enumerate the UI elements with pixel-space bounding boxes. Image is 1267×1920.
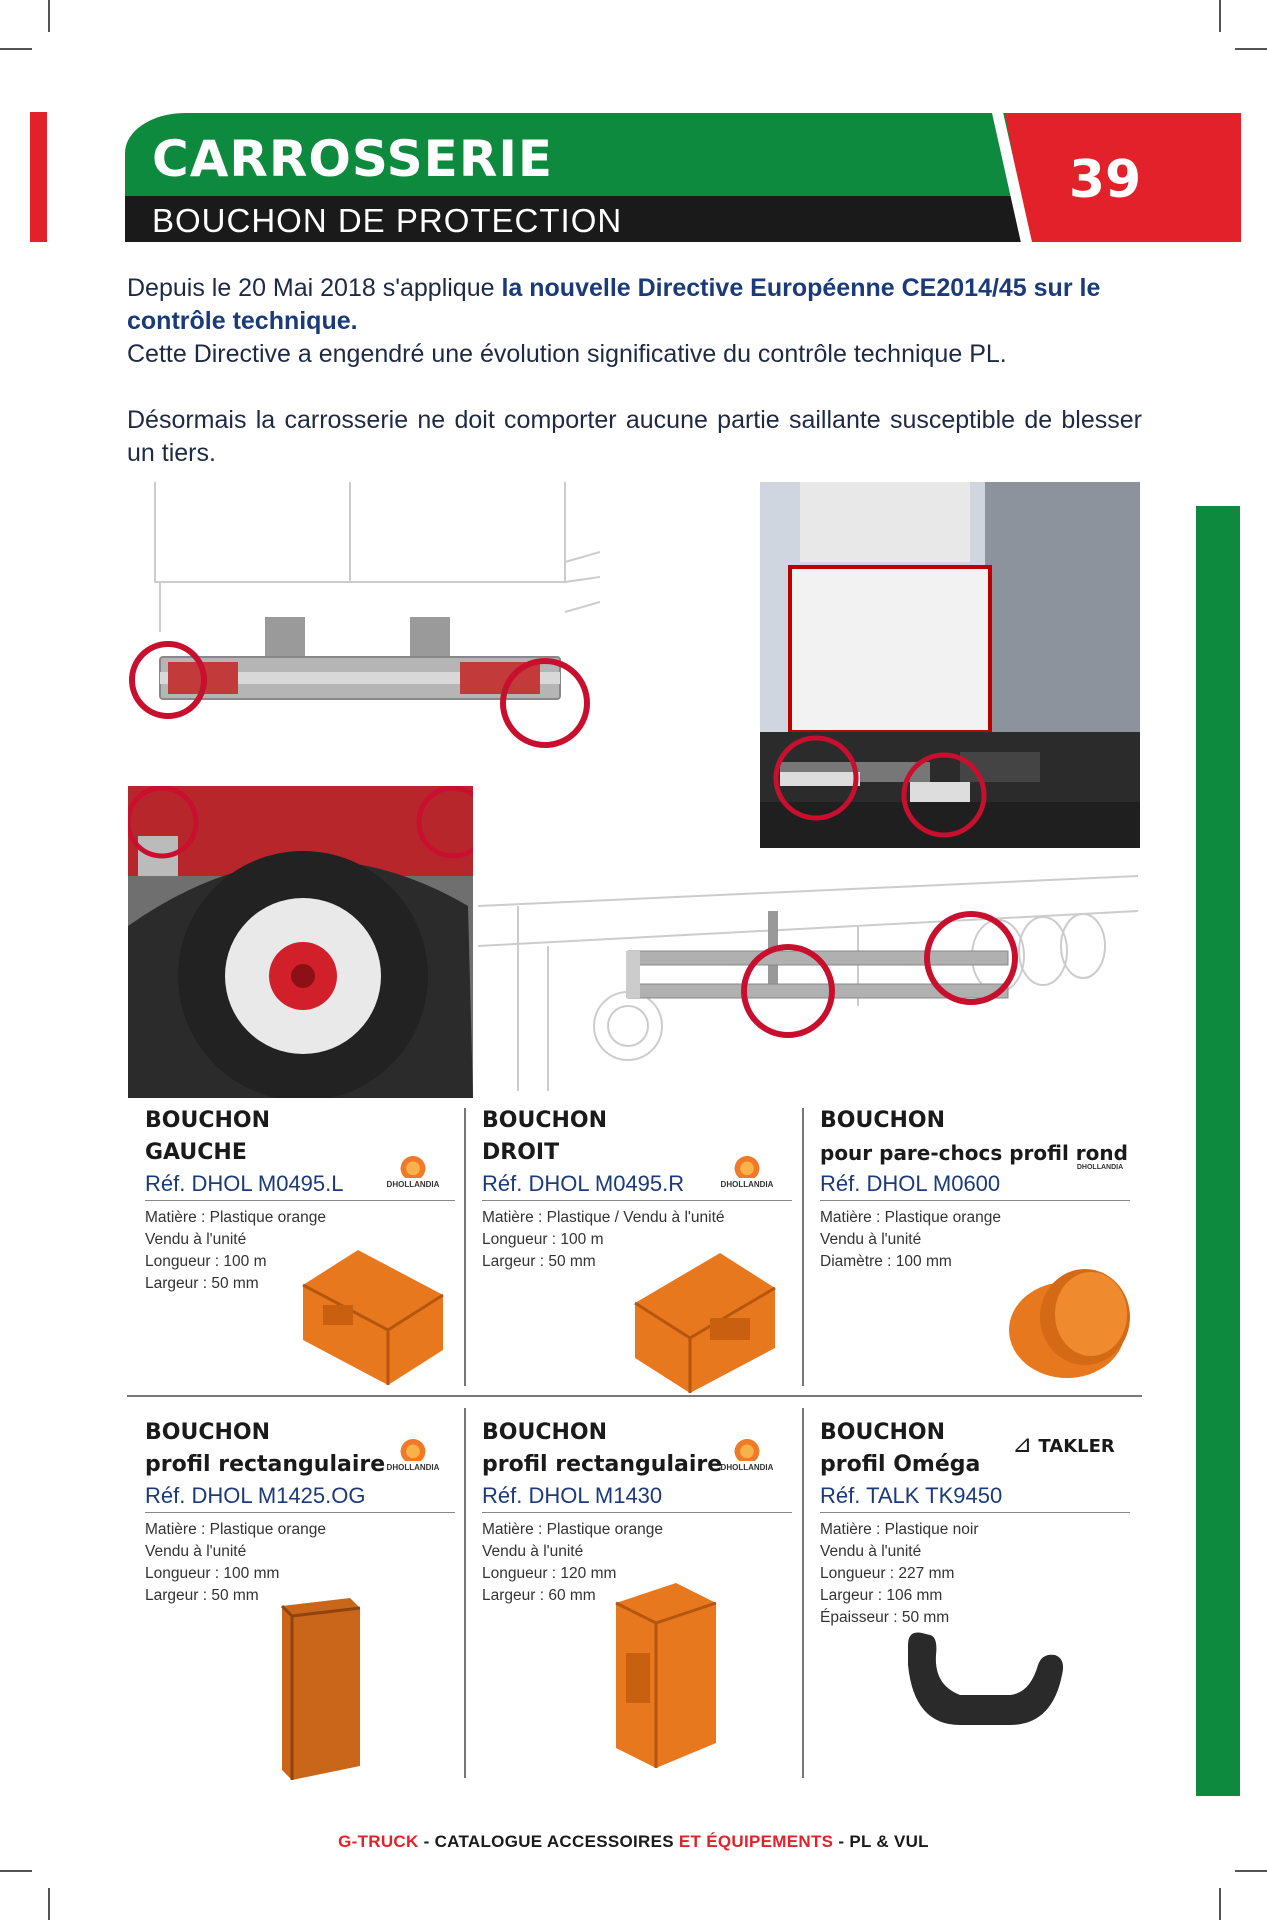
spec-line: Vendu à l'unité bbox=[820, 1231, 922, 1248]
product-image-right-cap bbox=[630, 1248, 780, 1393]
spec-line: Largeur : 50 mm bbox=[482, 1253, 596, 1270]
page-number: 39 bbox=[1068, 150, 1142, 210]
product-name: BOUCHON bbox=[482, 1420, 608, 1445]
spec-line: Épaisseur : 50 mm bbox=[820, 1609, 950, 1626]
crop-mark bbox=[1235, 48, 1267, 50]
crop-mark bbox=[1219, 0, 1221, 32]
product-name: BOUCHON bbox=[820, 1420, 946, 1445]
product-ref: Réf. DHOL M0600 bbox=[820, 1171, 1130, 1201]
page-footer bbox=[0, 1832, 1267, 1852]
spec-line: Longueur : 120 mm bbox=[482, 1565, 617, 1582]
product-image-round-cap bbox=[1005, 1262, 1140, 1382]
product-ref: Réf. TALK TK9450 bbox=[820, 1483, 1130, 1513]
grid-divider bbox=[464, 1108, 466, 1386]
bumper-illustration bbox=[120, 482, 600, 772]
product-image-omega-cap bbox=[900, 1625, 1070, 1735]
takler-logo: ⊿ TAKLER bbox=[1012, 1430, 1115, 1458]
spec-line: Matière : Plastique / Vendu à l'unité bbox=[482, 1209, 725, 1226]
crop-mark bbox=[48, 1888, 50, 1920]
spec-line: Matière : Plastique orange bbox=[145, 1209, 326, 1226]
spec-line: Largeur : 60 mm bbox=[482, 1587, 596, 1604]
truck-rear-photo bbox=[760, 482, 1140, 848]
spec-line: Vendu à l'unité bbox=[820, 1543, 922, 1560]
spec-line: Vendu à l'unité bbox=[482, 1543, 584, 1560]
product-subname: GAUCHE bbox=[145, 1140, 247, 1165]
product-image-rect-cap-1 bbox=[272, 1598, 362, 1780]
footer-separator: - bbox=[418, 1832, 435, 1851]
product-name: BOUCHON bbox=[145, 1108, 271, 1133]
product-subname: pour pare-chocs profil rond bbox=[820, 1141, 1128, 1165]
spec-line: Matière : Plastique orange bbox=[482, 1521, 663, 1538]
intro-text bbox=[127, 272, 1142, 470]
intro-paragraph-3: Désormais la carrosserie ne doit comporter aucune partie saillante susceptible de blesser un tiers. bbox=[127, 406, 1142, 467]
section-title: CARROSSERIE bbox=[152, 130, 554, 188]
product-subname: DROIT bbox=[482, 1140, 560, 1165]
product-subname: profil rectangulaire bbox=[482, 1452, 723, 1477]
spec-line: Longueur : 100 m bbox=[482, 1231, 604, 1248]
spec-line: Longueur : 100 mm bbox=[145, 1565, 280, 1582]
spec-line: Largeur : 50 mm bbox=[145, 1275, 259, 1292]
side-green-bar bbox=[1196, 506, 1240, 1796]
side-protection-illustration bbox=[478, 866, 1138, 1091]
spec-line: Matière : Plastique orange bbox=[145, 1521, 326, 1538]
product-ref: Réf. DHOL M1430 bbox=[482, 1483, 792, 1513]
product-specs bbox=[820, 1519, 1130, 1629]
crop-mark bbox=[48, 0, 50, 32]
product-name: BOUCHON bbox=[482, 1108, 608, 1133]
spec-line: Matière : Plastique orange bbox=[820, 1209, 1001, 1226]
spec-line: Vendu à l'unité bbox=[145, 1543, 247, 1560]
product-image-left-cap bbox=[298, 1245, 448, 1385]
product-name: BOUCHON bbox=[820, 1108, 946, 1133]
spacer bbox=[127, 371, 1142, 404]
spec-line: Largeur : 106 mm bbox=[820, 1587, 943, 1604]
intro-paragraph-2: Cette Directive a engendré une évolution significative du contrôle technique PL. bbox=[127, 340, 1007, 368]
product-name: BOUCHON bbox=[145, 1420, 271, 1445]
dhollandia-logo: DHOLLANDIA bbox=[378, 1154, 448, 1189]
spec-line: Longueur : 227 mm bbox=[820, 1565, 955, 1582]
spec-line: Largeur : 50 mm bbox=[145, 1587, 259, 1604]
grid-divider bbox=[127, 1395, 1142, 1397]
product-specs bbox=[145, 1519, 455, 1607]
wheel-mudguard-photo bbox=[128, 786, 473, 1098]
footer-separator: - bbox=[833, 1832, 850, 1851]
dhollandia-logo: DHOLLANDIA bbox=[712, 1437, 782, 1472]
dhollandia-logo: DHOLLANDIA bbox=[712, 1154, 782, 1189]
dhollandia-logo: DHOLLANDIA bbox=[378, 1437, 448, 1472]
spec-line: Diamètre : 100 mm bbox=[820, 1253, 952, 1270]
spec-line: Vendu à l'unité bbox=[145, 1231, 247, 1248]
left-accent-bar bbox=[30, 112, 47, 242]
product-card bbox=[820, 1105, 1130, 1273]
dhollandia-logo: DHOLLANDIA bbox=[1076, 1164, 1124, 1171]
footer-text-accent: ET ÉQUIPEMENTS bbox=[678, 1832, 834, 1851]
product-subname: profil rectangulaire bbox=[145, 1452, 386, 1477]
section-subtitle: BOUCHON DE PROTECTION bbox=[152, 202, 623, 239]
spec-line: Matière : Plastique noir bbox=[820, 1521, 979, 1538]
footer-brand: G-TRUCK bbox=[338, 1832, 419, 1851]
product-subname: profil Oméga bbox=[820, 1452, 981, 1477]
footer-text: CATALOGUE ACCESSOIRES bbox=[434, 1832, 679, 1851]
crop-mark bbox=[1235, 1870, 1267, 1872]
spec-line: Longueur : 100 m bbox=[145, 1253, 267, 1270]
footer-text: PL & VUL bbox=[849, 1832, 929, 1851]
crop-mark bbox=[0, 1870, 32, 1872]
product-image-rect-cap-2 bbox=[606, 1583, 721, 1768]
intro-paragraph-1 bbox=[127, 272, 1142, 338]
grid-divider bbox=[802, 1108, 804, 1386]
grid-divider bbox=[802, 1408, 804, 1778]
product-ref: Réf. DHOL M0495.R bbox=[482, 1171, 792, 1201]
crop-mark bbox=[1219, 1888, 1221, 1920]
product-ref: Réf. DHOL M0495.L bbox=[145, 1171, 455, 1201]
intro-text-normal: Depuis le 20 Mai 2018 s'applique bbox=[127, 274, 502, 302]
intro-text-bold: la nouvelle Directive Européenne CE2014/45 sur le contrôle technique. bbox=[127, 274, 1101, 335]
crop-mark bbox=[0, 48, 32, 50]
grid-divider bbox=[464, 1408, 466, 1778]
product-ref: Réf. DHOL M1425.OG bbox=[145, 1483, 455, 1513]
